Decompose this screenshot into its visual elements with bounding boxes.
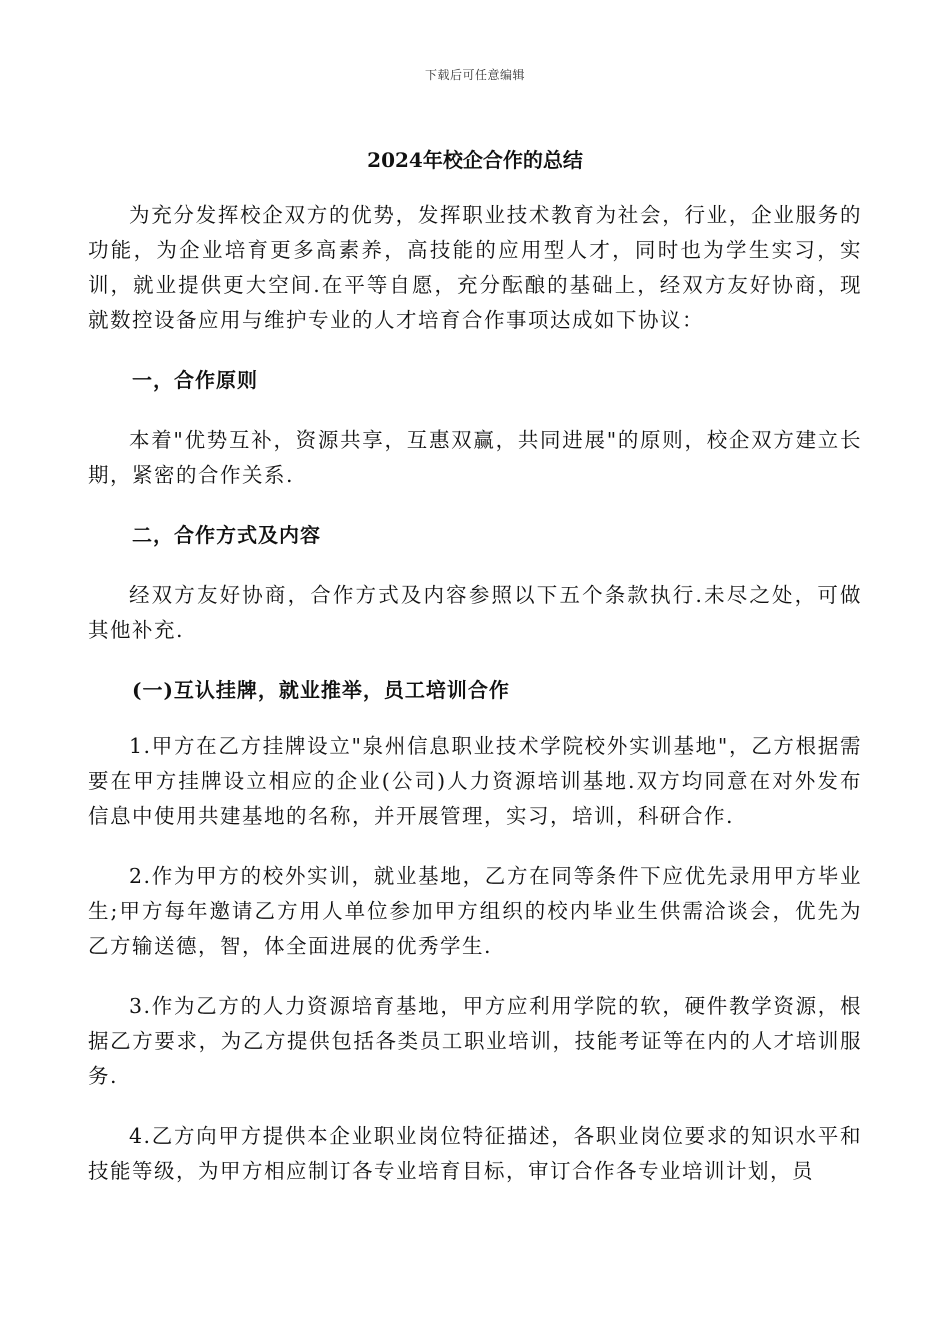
methods-paragraph: 经双方友好协商，合作方式及内容参照以下五个条款执行.未尽之处，可做其他补充. [88, 583, 862, 642]
section-heading-principles: 一，合作原则 [132, 368, 258, 392]
list-item: 3.作为乙方的人力资源培育基地，甲方应利用学院的软，硬件教学资源，根据乙方要求，为乙方提供包括各类员工职业培训，技能考证等在内的人才培训服务. [88, 994, 862, 1088]
document-body [88, 198, 862, 1189]
list-item: 2.作为甲方的校外实训，就业基地，乙方在同等条件下应优先录用甲方毕业生;甲方每年邀请乙方用人单位参加甲方组织的校内毕业生供需洽谈会，优先为乙方输送德，智，体全面进展的优秀学生. [88, 864, 862, 958]
intro-paragraph: 为充分发挥校企双方的优势，发挥职业技术教育为社会，行业，企业服务的功能，为企业培育更多高素养，高技能的应用型人才，同时也为学生实习，实训，就业提供更大空间.在平等自愿，充分酝酿的基础上，经双方友好协商，现就数控设备应用与维护专业的人才培育合作事项达成如下协议： [88, 203, 862, 332]
subsection-heading-cooperation: (一)互认挂牌，就业推举，员工培训合作 [132, 678, 510, 702]
header-note: 下载后可任意编辑 [424, 68, 525, 82]
document-title: 2024年校企合作的总结 [367, 148, 583, 172]
section-heading-methods: 二，合作方式及内容 [132, 523, 321, 547]
principles-paragraph: 本着"优势互补，资源共享，互惠双赢，共同进展"的原则，校企双方建立长期，紧密的合作关系. [88, 428, 862, 487]
list-item: 1.甲方在乙方挂牌设立"泉州信息职业技术学院校外实训基地"，乙方根据需要在甲方挂牌设立相应的企业(公司)人力资源培训基地.双方均同意在对外发布信息中使用共建基地的名称，并开展管理，实习，培训，科研合作. [88, 734, 862, 828]
list-item: 4.乙方向甲方提供本企业职业岗位特征描述，各职业岗位要求的知识水平和技能等级，为甲方相应制订各专业培育目标，审订合作各专业培训计划，员 [88, 1124, 862, 1183]
